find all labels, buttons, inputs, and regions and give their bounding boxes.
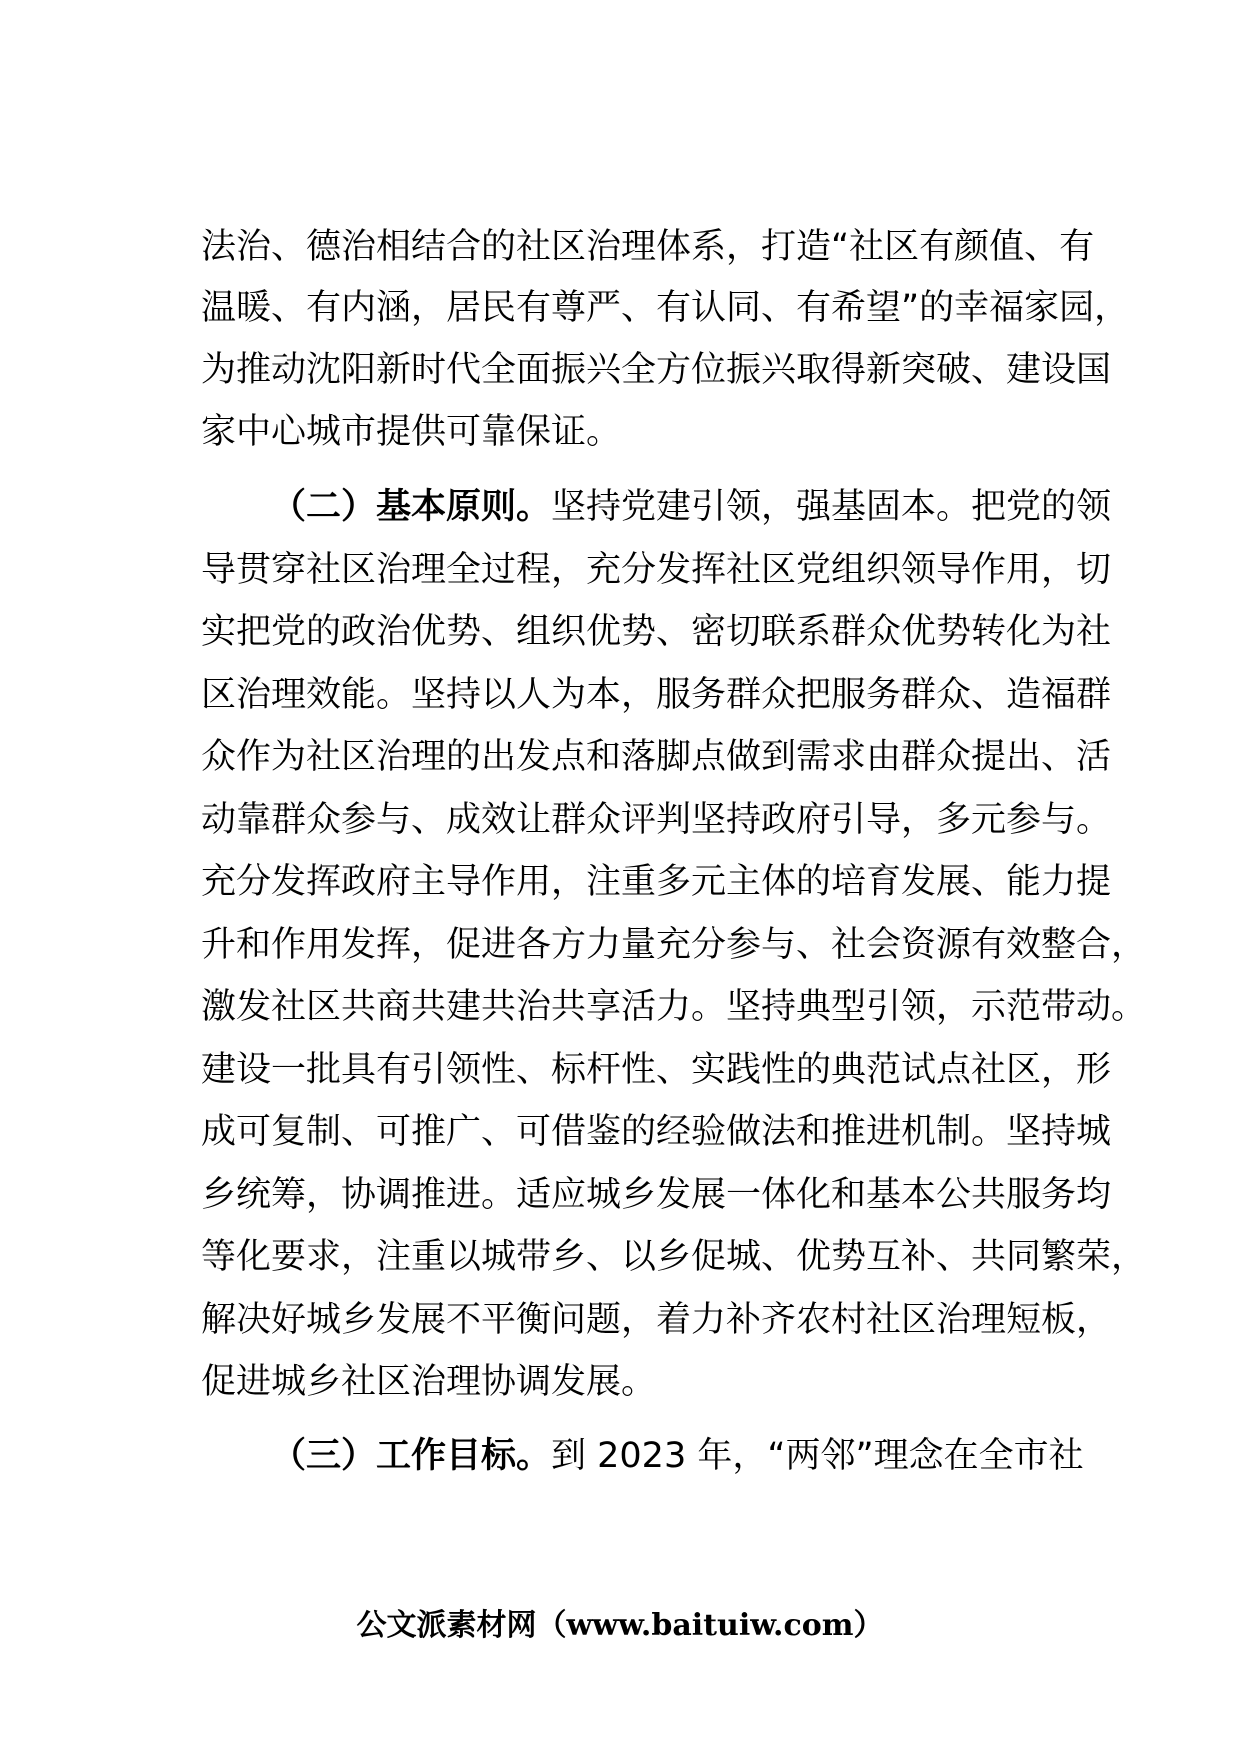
section-3-heading: （三）工作目标。: [271, 1436, 552, 1476]
section-2-text: 坚持党建引领，强基固本。把党的领: [551, 487, 1112, 527]
body-line: 建设一批具有引领性、标杆性、实践性的典范试点社区，形: [201, 1050, 1112, 1090]
body-line: 激发社区共商共建共治共享活力。坚持典型引领，示范带动。: [201, 987, 1147, 1027]
body-line: 家中心城市提供可靠保证。: [201, 412, 622, 452]
section-2-heading: （二）基本原则。: [271, 487, 552, 527]
section-3-text: 到 2023 年，“两邻”理念在全市社: [551, 1436, 1084, 1476]
section-3-paragraph-start: [271, 1436, 1084, 1476]
body-line: 实把党的政治优势、组织优势、密切联系群众优势转化为社: [201, 612, 1112, 652]
body-line: 升和作用发挥，促进各方力量充分参与、社会资源有效整合，: [201, 925, 1147, 965]
footer-watermark-text: 公文派素材网（www.baituiw.com）: [356, 1608, 884, 1643]
body-line: 动靠群众参与、成效让群众评判坚持政府引导，多元参与。: [201, 800, 1112, 840]
body-line: 解决好城乡发展不平衡问题，着力补齐农村社区治理短板，: [201, 1300, 1112, 1340]
body-line: 法治、德治相结合的社区治理体系，打造“社区有颜值、有: [201, 227, 1095, 267]
body-line: 为推动沈阳新时代全面振兴全方位振兴取得新突破、建设国: [201, 350, 1112, 390]
body-line: 充分发挥政府主导作用，注重多元主体的培育发展、能力提: [201, 862, 1112, 902]
body-line: 众作为社区治理的出发点和落脚点做到需求由群众提出、活: [201, 737, 1112, 777]
body-line: 乡统筹，协调推进。适应城乡发展一体化和基本公共服务均: [201, 1175, 1112, 1215]
section-2-paragraph-start: [271, 487, 1111, 527]
body-line: 导贯穿社区治理全过程，充分发挥社区党组织领导作用，切: [201, 550, 1112, 590]
body-line: 成可复制、可推广、可借鉴的经验做法和推进机制。坚持城: [201, 1112, 1112, 1152]
body-line: 区治理效能。坚持以人为本，服务群众把服务群众、造福群: [201, 675, 1112, 715]
body-line: 等化要求，注重以城带乡、以乡促城、优势互补、共同繁荣，: [201, 1237, 1147, 1277]
body-line: 促进城乡社区治理协调发展。: [201, 1362, 657, 1402]
body-line: 温暖、有内涵，居民有尊严、有认同、有希望”的幸福家园，: [201, 288, 1130, 328]
